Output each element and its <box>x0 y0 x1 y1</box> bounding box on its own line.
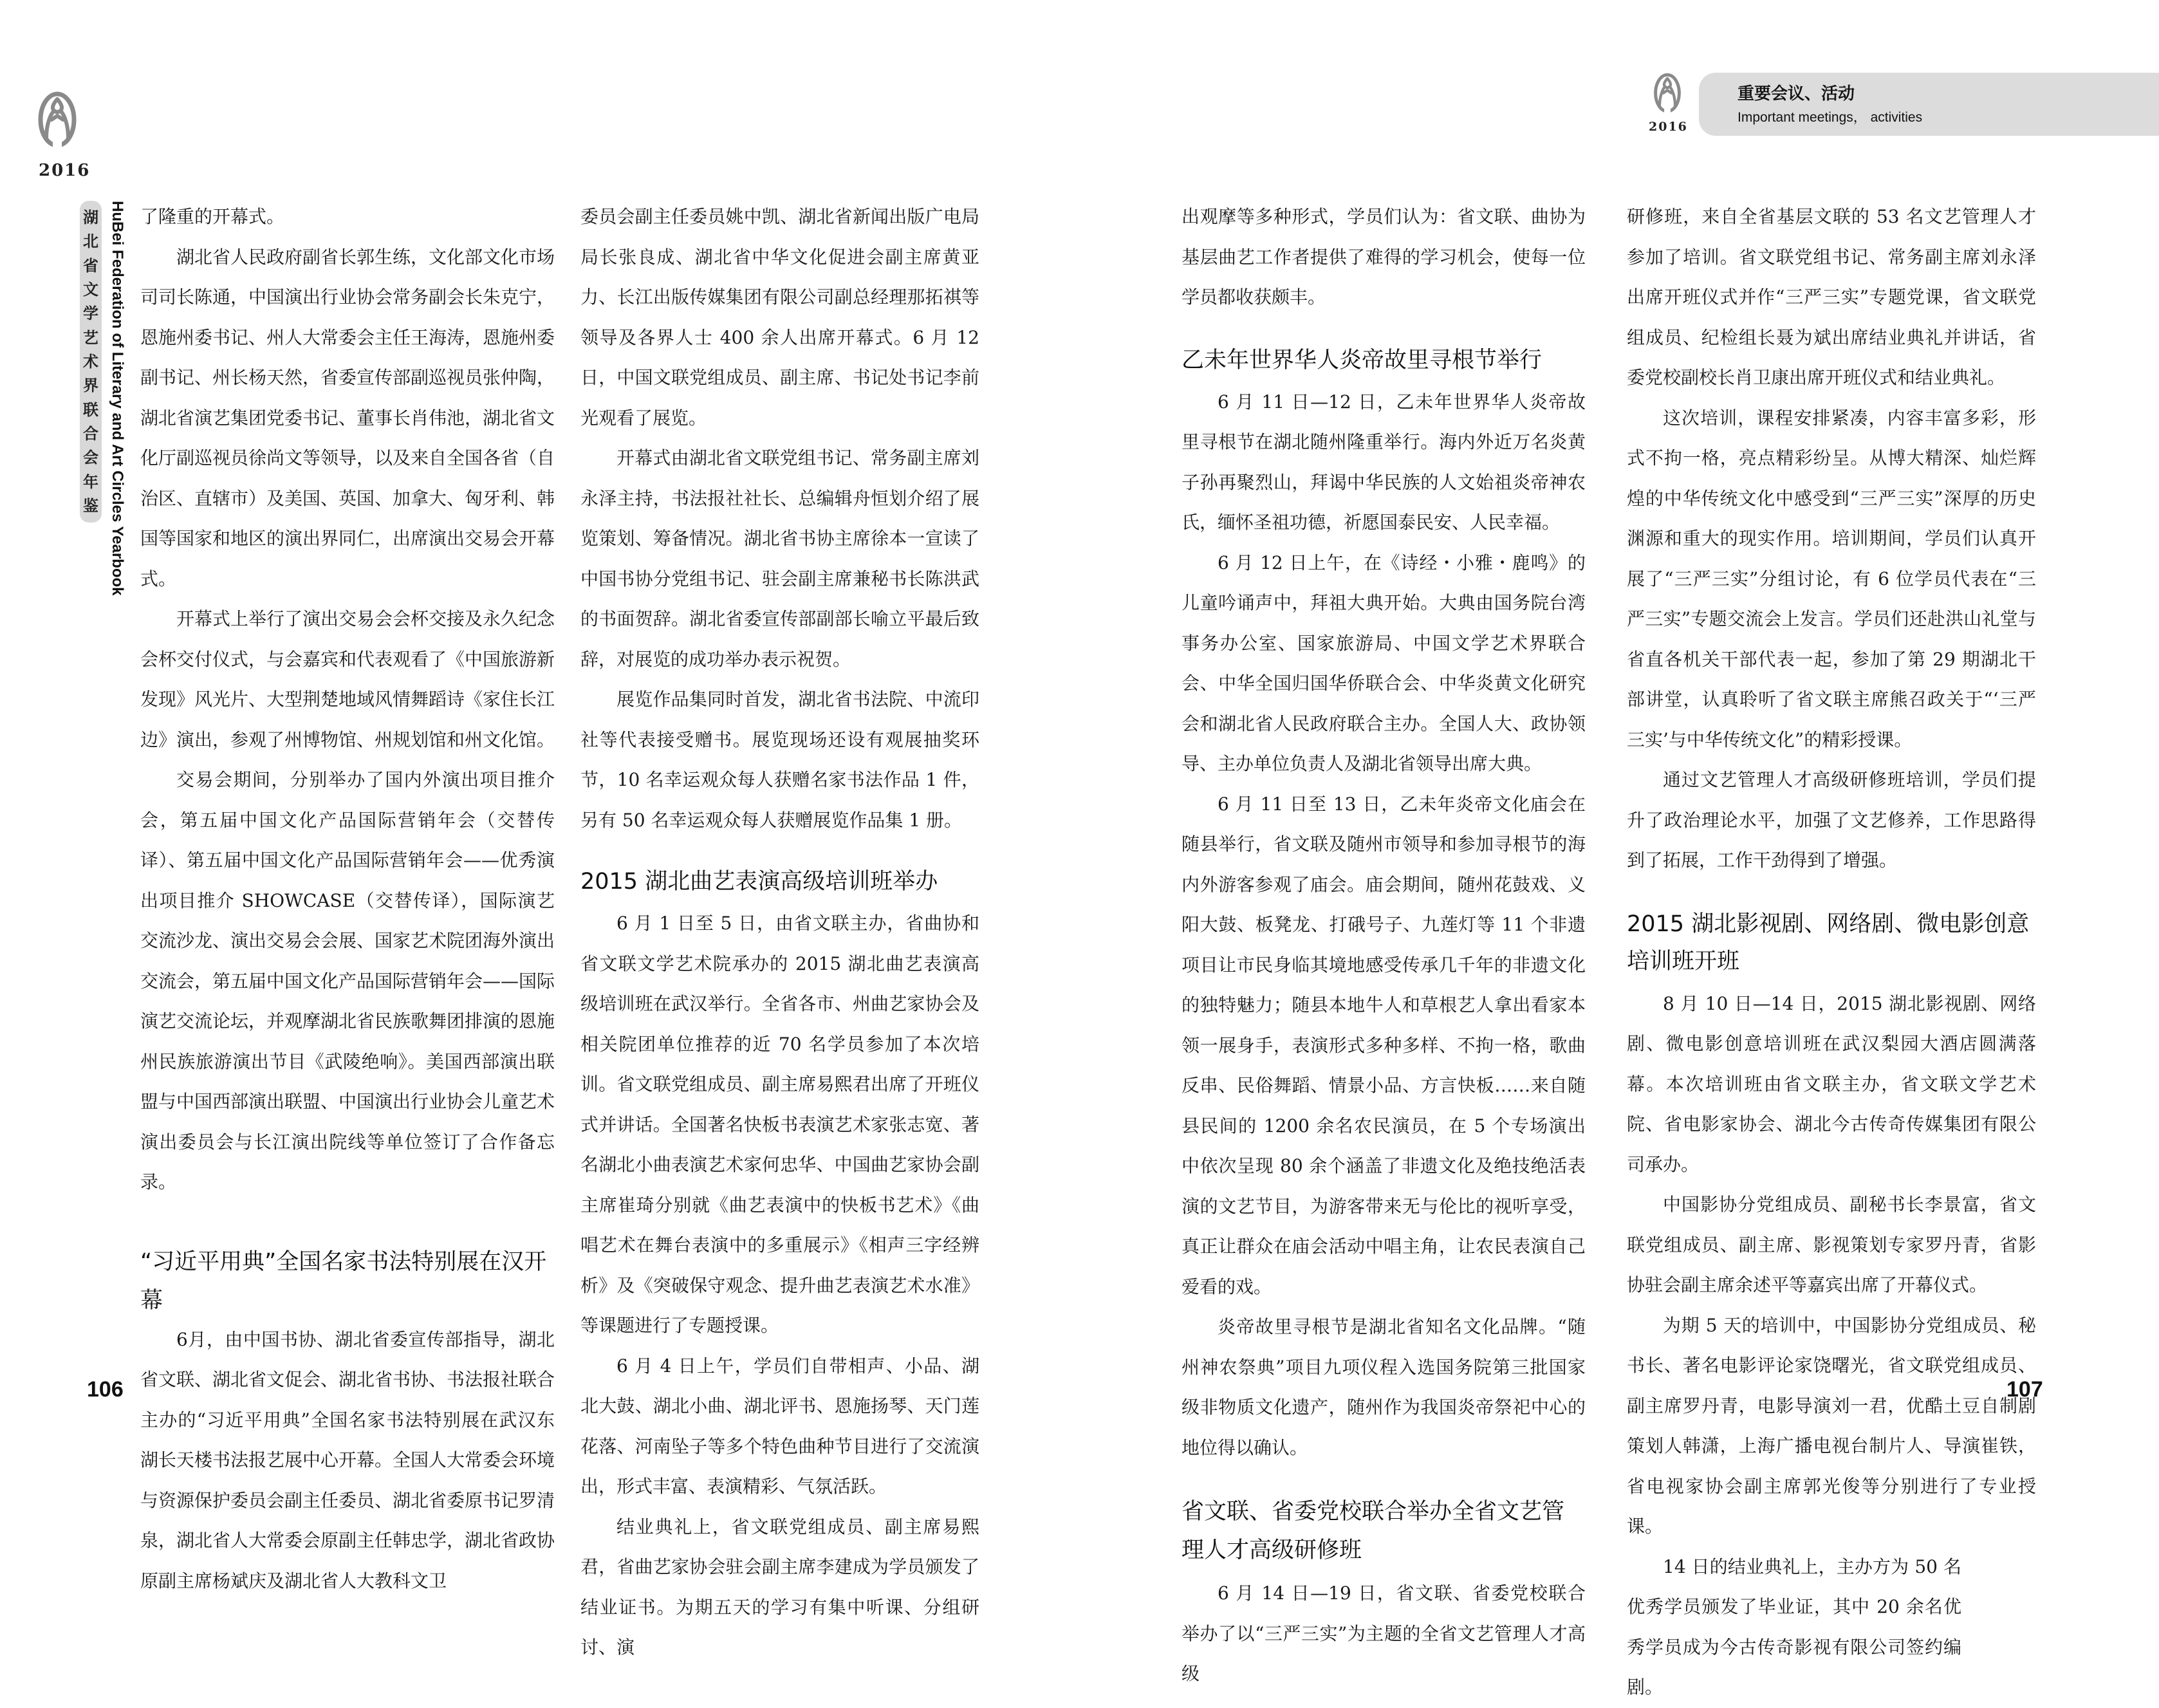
yearbook-logo-right <box>1653 72 1682 116</box>
sidebar-char: 省 <box>83 256 98 275</box>
sidebar-char: 年 <box>83 472 98 491</box>
paragraph: 开幕式上举行了演出交易会会杯交接及永久纪念会杯交付仪式，与会嘉宾和代表观看了《中国旅游新发现》风光片、大型荆楚地域风情舞蹈诗《家住长江边》演出，参观了州博物馆、州规划馆和州文化馆。 <box>140 608 555 750</box>
paragraph: 14 日的结业典礼上，主办方为 50 名优秀学员颁发了毕业证，其中 20 余名优秀学员成为今古传奇影视有限公司签约编剧。 <box>1627 1555 1961 1698</box>
sidebar-char: 学 <box>83 304 98 323</box>
emblem-icon <box>1653 72 1682 116</box>
article-heading: 2015 湖北影视剧、网络剧、微电影创意培训班开班 <box>1627 911 2030 974</box>
paragraph: 结业典礼上，省文联党组成员、副主席易熙君，省曲艺家协会驻会副主席李建成为学员颁发了结业证书。为期五天的学习有集中听课、分组研讨、演 <box>580 1516 979 1658</box>
emblem-icon <box>37 90 77 152</box>
logo-year: 2016 <box>39 161 91 180</box>
article-heading: 省文联、省委党校联合举办全省文艺管理人才高级研修班 <box>1181 1499 1565 1563</box>
paragraph: 这次培训，课程安排紧凑，内容丰富多彩，形式不拘一格，亮点精彩纷呈。从博大精深、灿烂辉煌的中华传统文化中感受到“三严三实”深厚的历史渊源和重大的现实作用。培训期间，学员们认真开展了“三严三实”分组讨论，有 6 位学员代表在“三严三实”专题交流会上发言。学员们还赴洪山礼堂与省直各机关干部代表一起，参加了第 29 期湖北干部讲堂，认真聆听了省文联主席熊召政关于“‘三严三实’与中华传统文化”的精彩授课。 <box>1627 407 2036 750</box>
paragraph: 6月，由中国书协、湖北省委宣传部指导，湖北省文联、湖北省文促会、湖北省书协、书法报社联合主办的“习近平用典”全国名家书法特别展在武汉东湖长天楼书法报艺展中心开幕。全国人大常委会环境与资源保护委员会副主任委员、湖北省委原书记罗清泉，湖北省人大常委会原副主任韩忠学，湖北省政协原副主席杨斌庆及湖北省人大教科文卫 <box>140 1328 555 1592</box>
section-title-cn: 重要会议、活动 <box>1737 84 1855 104</box>
paragraph: 6 月 11 日至 13 日，乙未年炎帝文化庙会在随县举行，省文联及随州市领导和参加寻根节的海内外游客参观了庙会。庙会期间，随州花鼓戏、义阳大鼓、板凳龙、打硪号子、九莲灯等 11 个非遗项目让市民身临其境地感受传承几千年的非遗文化的独特魅力；随县本地牛人和草根艺人拿出看家本领一展身手，表演形式多种多样、不拘一格，歌曲反串、民俗舞蹈、情景小品、方言快板……来自随县民间的 1200 余名农民演员，在 5 个专场演出中依次呈现 80 余个涵盖了非遗文化及绝技绝活表演的文艺节目，为游客带来无与伦比的视听享受，真正让群众在庙会活动中唱主角，让农民表演自己爱看的戏。 <box>1181 793 1586 1297</box>
page-number-right: 107 <box>2006 1377 2043 1402</box>
sidebar-char: 会 <box>83 449 98 467</box>
paragraph: 了隆重的开幕式。 <box>140 206 285 227</box>
paragraph: 6 月 11 日—12 日，乙未年世界华人炎帝故里寻根节在湖北随州隆重举行。海内外近万名炎黄子孙再聚烈山，拜谒中华民族的人文始祖炎帝神农氏，缅怀圣祖功德，祈愿国泰民安、人民幸福。 <box>1181 391 1586 533</box>
sidebar-char: 界 <box>83 376 98 395</box>
sidebar-char: 联 <box>83 400 98 419</box>
yearbook-logo-left <box>37 90 77 152</box>
paragraph: 中国影协分党组成员、副秘书长李景富，省文联党组成员、副主席、影视策划专家罗丹青，省影协驻会副主席余述平等嘉宾出席了开幕仪式。 <box>1627 1194 2036 1295</box>
paragraph: 6 月 1 日至 5 日，由省文联主办，省曲协和省文联文学艺术院承办的 2015 湖北曲艺表演高级培训班在武汉举行。全省各市、州曲艺家协会及相关院团单位推荐的近 70 名学员参加了本次培训。省文联党组成员、副主席易熙君出席了开班仪式并讲话。全国著名快板书表演艺术家张志宽、著名湖北小曲表演艺术家何忠华、中国曲艺家协会副主席崔琦分别就《曲艺表演中的快板书艺术》《曲唱艺术在舞台表演中的多重展示》《相声三字经辨析》及《突破保守观念、提升曲艺表演艺术水准》等课题进行了专题授课。 <box>580 913 979 1336</box>
sidebar-char: 文 <box>83 280 98 299</box>
sidebar-char: 湖 <box>83 209 98 227</box>
paragraph: 开幕式由湖北省文联党组书记、常务副主席刘永泽主持，书法报社社长、总编辑舟恒划介绍了展览策划、筹备情况。湖北省书协主席徐本一宣读了中国书协分党组书记、驻会副主席兼秘书长陈洪武的书面贺辞。湖北省委宣传部副部长喻立平最后致辞，对展览的成功举办表示祝贺。 <box>580 447 979 670</box>
paragraph: 通过文艺管理人才高级研修班培训，学员们提升了政治理论水平，加强了文艺修养，工作思路得到了拓展，工作干劲得到了增强。 <box>1627 769 2036 871</box>
sidebar-char: 合 <box>83 424 98 443</box>
sidebar-char: 鉴 <box>83 496 98 515</box>
sidebar-char: 术 <box>83 352 98 371</box>
sidebar-char: 艺 <box>83 328 98 347</box>
paragraph: 出观摩等多种形式，学员们认为：省文联、曲协为基层曲艺工作者提供了难得的学习机会，使每一位学员都收获颇丰。 <box>1181 206 1586 308</box>
column-4 <box>1627 197 2036 1708</box>
paragraph: 展览作品集同时首发，湖北省书法院、中流印社等代表接受赠书。展览现场还设有观展抽奖环节，10 名幸运观众每人获赠名家书法作品 1 件，另有 50 名幸运观众每人获赠展览作品集 1 册。 <box>580 689 979 831</box>
article-heading: “习近平用典”全国名家书法特别展在汉开幕 <box>140 1249 547 1313</box>
sidebar-title-en: HuBei Federation of Literary and Art Circles Yearbook <box>109 201 126 596</box>
paragraph: 为期 5 天的培训中，中国影协分党组成员、秘书长、著名电影评论家饶曙光，省文联党组成员、副主席罗丹青，电影导演刘一君，优酷土豆自制剧策划人韩潇，上海广播电视台制片人、导演崔铁，省电视家协会副主席郭光俊等分别进行了专业授课。 <box>1627 1314 2036 1537</box>
column-2 <box>580 197 979 1668</box>
paragraph: 研修班，来自全省基层文联的 53 名文艺管理人才参加了培训。省文联党组书记、常务副主席刘永泽出席开班仪式并作“三严三实”专题党课，省文联党组成员、纪检组长聂为斌出席结业典礼并讲话，省委党校副校长肖卫康出席开班仪式和结业典礼。 <box>1627 206 2036 388</box>
article-heading: 2015 湖北曲艺表演高级培训班举办 <box>580 869 938 895</box>
paragraph: 6 月 4 日上午，学员们自带相声、小品、湖北大鼓、湖北小曲、湖北评书、恩施扬琴、天门莲花落、河南坠子等多个特色曲种节目进行了交流演出，形式丰富、表演精彩、气氛活跃。 <box>580 1355 979 1497</box>
page-number-left: 106 <box>87 1377 124 1402</box>
section-title-en: Important meetings， activities <box>1737 110 1923 125</box>
article-heading: 乙未年世界华人炎帝故里寻根节举行 <box>1181 347 1543 373</box>
paragraph: 6 月 14 日—19 日，省文联、省委党校联合举办了以“三严三实”为主题的全省文艺管理人才高级 <box>1181 1583 1586 1684</box>
paragraph: 交易会期间，分别举办了国内外演出项目推介会，第五届中国文化产品国际营销年会（交替传译）、第五届中国文化产品国际营销年会——优秀演出项目推介 SHOWCASE（交替传译），国际演艺交流沙龙、演出交易会会展、国家艺术院团海外演出交流会，第五届中国文化产品国际营销年会——国际演艺交流论坛，并观摩湖北省民族歌舞团排演的恩施州民族旅游演出节目《武陵绝响》。美国西部演出联盟与中国西部演出联盟、中国演出行业协会儿童艺术演出委员会与长江演出院线等单位签订了合作备忘录。 <box>140 769 555 1193</box>
paragraph: 8 月 10 日—14 日，2015 湖北影视剧、网络剧、微电影创意培训班在武汉梨园大酒店圆满落幕。本次培训班由省文联主办，省文联文学艺术院、省电影家协会、湖北今古传奇传媒集团有限公司承办。 <box>1627 992 2036 1175</box>
column-1 <box>140 197 555 1601</box>
paragraph: 6 月 12 日上午，在《诗经・小雅・鹿鸣》的儿童吟诵声中，拜祖大典开始。大典由国务院台湾事务办公室、国家旅游局、中国文学艺术界联合会、中华全国归国华侨联合会、中华炎黄文化研究会和湖北省人民政府联合主办。全国人大、政协领导、主办单位负责人及湖北省领导出席大典。 <box>1181 552 1586 774</box>
header-logo-year: 2016 <box>1649 120 1688 134</box>
column-3 <box>1181 197 1586 1694</box>
paragraph: 炎帝故里寻根节是湖北省知名文化品牌。“随州神农祭典”项目九项仪程入选国务院第三批国家级非物质文化遗产，随州作为我国炎帝祭祀中心的地位得以确认。 <box>1181 1316 1586 1458</box>
paragraph: 湖北省人民政府副省长郭生练，文化部文化市场司司长陈通，中国演出行业协会常务副会长朱克宁，恩施州委书记、州人大常委会主任王海涛，恩施州委副书记、州长杨天然，省委宣传部副巡视员张仲陶，湖北省演艺集团党委书记、董事长肖伟池，湖北省文化厅副巡视员徐尚文等领导，以及来自全国各省（自治区、直辖市）及美国、英国、加拿大、匈牙利、韩国等国家和地区的演出界同仁，出席演出交易会开幕式。 <box>140 246 555 589</box>
sidebar-char: 北 <box>83 232 98 251</box>
sidebar-title-cn <box>80 201 102 523</box>
paragraph: 委员会副主任委员姚中凯、湖北省新闻出版广电局局长张良成、湖北省中华文化促进会副主席黄亚力、长江出版传媒集团有限公司副总经理那拓祺等领导及各界人士 400 余人出席开幕式。6 月 12 日，中国文联党组成员、副主席、书记处书记李前光观看了展览。 <box>580 206 979 429</box>
